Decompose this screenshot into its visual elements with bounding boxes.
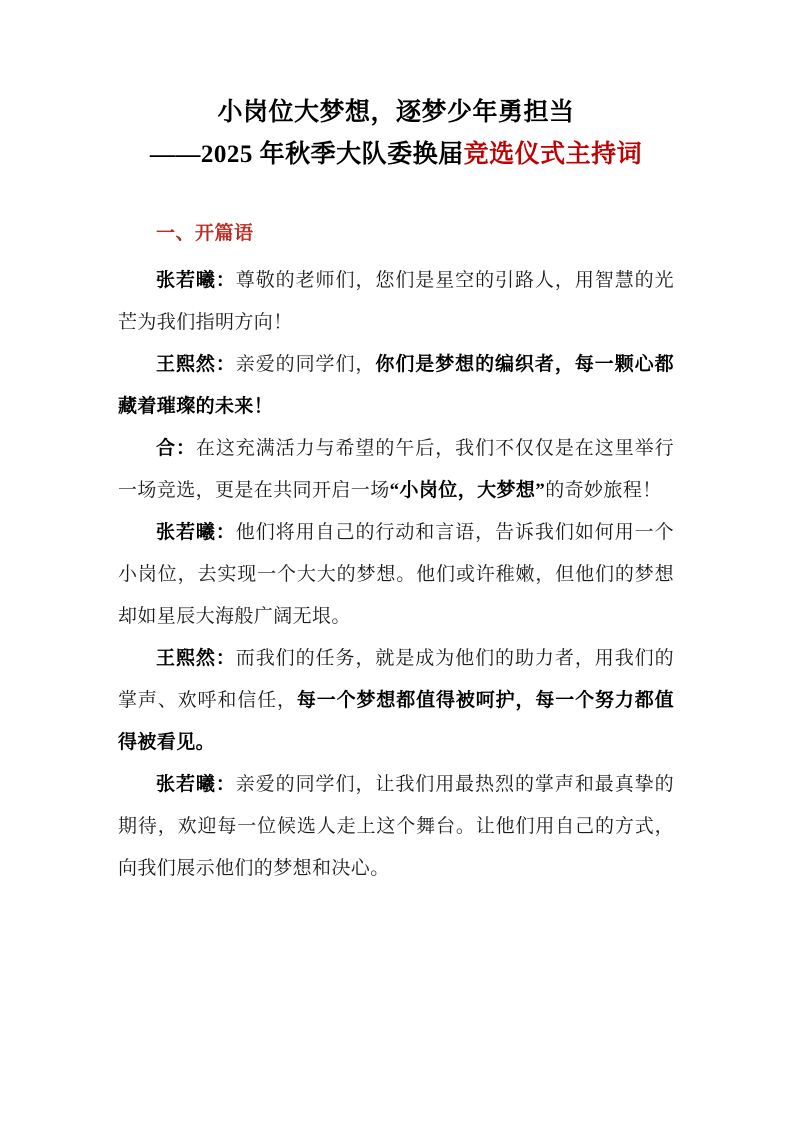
paragraph bbox=[118, 638, 674, 764]
title-line-main: 小岗位大梦想，逐梦少年勇担当 bbox=[217, 99, 575, 126]
paragraph bbox=[118, 428, 674, 512]
paragraph-run: 而我们的任务，就是成为他们的助力者，用我们的掌声、欢呼和信任， bbox=[118, 648, 674, 711]
title-dash: —— bbox=[149, 141, 201, 168]
speaker-label: 张若曦： bbox=[156, 774, 236, 795]
title-year: 2025 bbox=[200, 141, 253, 168]
paragraph-run: 尊敬的老师们，您们是星空的引路人，用智慧的光芒为我们指明方向！ bbox=[118, 270, 674, 333]
page-title bbox=[118, 0, 674, 176]
paragraph bbox=[118, 764, 674, 890]
speaker-label: 王熙然： bbox=[156, 354, 236, 375]
title-line-subtitle bbox=[118, 134, 674, 176]
paragraph-run: 亲爱的同学们， bbox=[235, 354, 376, 375]
paragraph-run-emphasis: 每一个梦想都值得被呵护，每一个努力都值得被看见。 bbox=[118, 690, 674, 753]
speaker-label: 王熙然： bbox=[156, 648, 236, 669]
paragraph-run: 的奇妙旅程！ bbox=[545, 480, 662, 501]
paragraph-run: 他们将用自己的行动和言语，告诉我们如何用一个小岗位，去实现一个大大的梦想。他们或许稚嫩，但他们的梦想却如星辰大海般广阔无垠。 bbox=[118, 522, 674, 627]
section-body bbox=[118, 254, 674, 890]
section-heading-opening: 一、开篇语 bbox=[156, 223, 254, 244]
paragraph bbox=[118, 344, 674, 428]
paragraph bbox=[118, 260, 674, 344]
paragraph-run-emphasis: “小岗位，大梦想” bbox=[389, 480, 546, 501]
paragraph-run: 亲爱的同学们，让我们用最热烈的掌声和最真挚的期待，欢迎每一位候选人走上这个舞台。让他们用自己的方式，向我们展示他们的梦想和决心。 bbox=[118, 774, 674, 879]
document-content-column bbox=[118, 0, 674, 890]
paragraph-run-emphasis: 你们是梦想的编织者，每一颗心都藏着璀璨的未来！ bbox=[118, 354, 674, 417]
paragraph bbox=[118, 512, 674, 638]
speaker-label: 合： bbox=[156, 438, 196, 459]
paragraph-run: 在这充满活力与希望的午后，我们不仅仅是在这里举行一场竞选，更是在共同开启一场 bbox=[118, 438, 674, 501]
title-subtitle-black: 年秋季大队委换届 bbox=[252, 141, 464, 168]
speaker-label: 张若曦： bbox=[156, 522, 236, 543]
title-subtitle-red: 竞选仪式主持词 bbox=[463, 141, 643, 168]
speaker-label: 张若曦： bbox=[156, 270, 236, 291]
